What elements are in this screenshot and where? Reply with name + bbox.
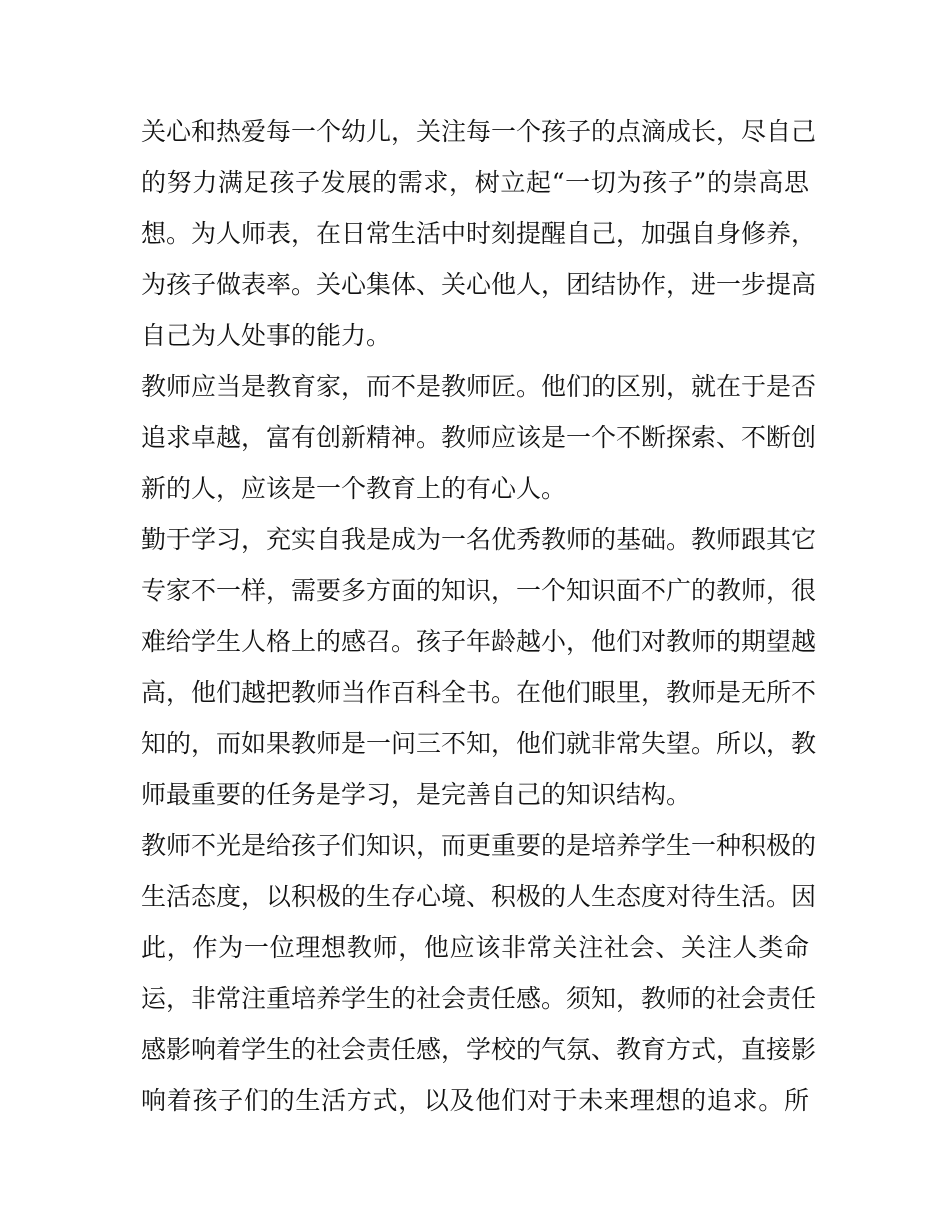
text-line: 此，作为一位理想教师，他应该非常关注社会、关注人类命	[141, 933, 809, 962]
text-line: 自己为人处事的能力。	[141, 321, 392, 350]
text-line: 运，非常注重培养学生的社会责任感。须知，教师的社会责任	[141, 984, 817, 1013]
text-line: 想。为人师表，在日常生活中时刻提醒自己，加强自身修养，	[141, 219, 817, 248]
text-line: 教师应当是教育家，而不是教师匠。他们的区别，就在于是否	[141, 372, 817, 401]
text-line: 响着孩子们的生活方式，以及他们对于未来理想的追求。所	[141, 1086, 809, 1115]
text-line: 教师不光是给孩子们知识，而更重要的是培养学生一种积极的	[141, 831, 817, 860]
paragraph-2	[141, 361, 817, 514]
text-line: 为孩子做表率。关心集体、关心他人，团结协作，进一步提高	[141, 270, 817, 299]
text-line: 生活态度，以积极的生存心境、积极的人生态度对待生活。因	[141, 882, 817, 911]
text-line: 的努力满足孩子发展的需求，树立起“一切为孩子”的崇高思	[141, 168, 809, 197]
text-line: 难给学生人格上的感召。孩子年龄越小，他们对教师的期望越	[141, 627, 817, 656]
text-line: 感影响着学生的社会责任感，学校的气氛、教育方式，直接影	[141, 1035, 817, 1064]
body-text	[141, 106, 817, 1126]
text-line: 关心和热爱每一个幼儿，关注每一个孩子的点滴成长，尽自己	[141, 117, 817, 146]
text-line: 高，他们越把教师当作百科全书。在他们眼里，教师是无所不	[141, 678, 817, 707]
text-line: 专家不一样，需要多方面的知识，一个知识面不广的教师，很	[141, 576, 817, 605]
paragraph-1	[141, 106, 817, 361]
text-line: 师最重要的任务是学习，是完善自己的知识结构。	[141, 780, 692, 809]
text-line: 勤于学习，充实自我是成为一名优秀教师的基础。教师跟其它	[141, 525, 817, 554]
paragraph-4	[141, 820, 817, 1126]
paragraph-3	[141, 514, 817, 820]
text-line: 知的，而如果教师是一问三不知，他们就非常失望。所以，教	[141, 729, 817, 758]
text-line: 新的人，应该是一个教育上的有心人。	[141, 474, 567, 503]
text-line: 追求卓越，富有创新精神。教师应该是一个不断探索、不断创	[141, 423, 817, 452]
